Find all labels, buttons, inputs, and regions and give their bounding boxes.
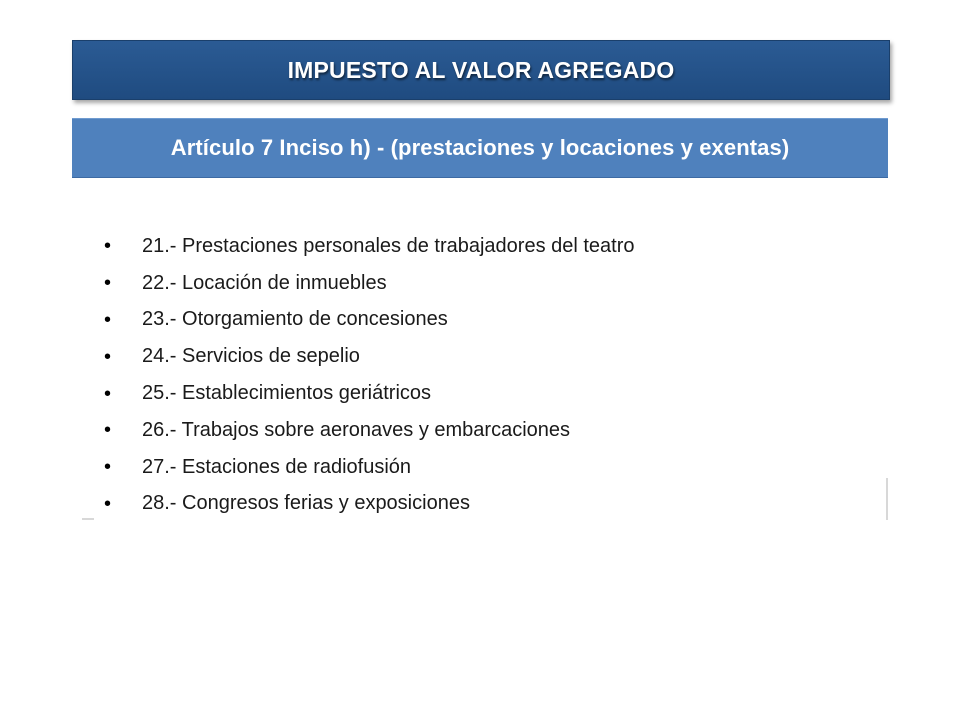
list-item bbox=[104, 302, 635, 339]
bullet-icon: • bbox=[104, 308, 112, 331]
list-item bbox=[104, 412, 635, 449]
list-item bbox=[104, 449, 635, 486]
list-item-text: 26.- Trabajos sobre aeronaves y embarcaciones bbox=[142, 418, 571, 441]
list-item-text: 21.- Prestaciones personales de trabajadores del teatro bbox=[142, 234, 635, 257]
item-list bbox=[104, 228, 635, 522]
list-item bbox=[104, 375, 635, 412]
bullet-icon: • bbox=[104, 235, 112, 258]
list-item bbox=[104, 486, 635, 523]
bullet-icon: • bbox=[104, 272, 112, 295]
list-item-text: 25.- Establecimientos geriátricos bbox=[142, 382, 432, 405]
bullet-icon: • bbox=[104, 456, 112, 479]
title-banner bbox=[72, 40, 890, 100]
subtitle-banner bbox=[72, 118, 888, 178]
list-item bbox=[104, 228, 635, 265]
slide-subtitle: Artículo 7 Inciso h) - (prestaciones y locaciones y exentas) bbox=[170, 135, 790, 160]
list-item-text: 27.- Estaciones de radiofusión bbox=[142, 455, 412, 478]
bullet-icon: • bbox=[104, 382, 112, 405]
content-border-right bbox=[886, 478, 888, 520]
bullet-icon: • bbox=[104, 419, 112, 442]
list-item-text: 22.- Locación de inmuebles bbox=[142, 271, 387, 294]
list-item-text: 23.- Otorgamiento de concesiones bbox=[142, 308, 448, 331]
list-item-text: 24.- Servicios de sepelio bbox=[142, 345, 360, 368]
list-item bbox=[104, 265, 635, 302]
content-border-left bbox=[82, 518, 94, 520]
list-item-text: 28.- Congresos ferias y exposiciones bbox=[142, 492, 470, 515]
bullet-icon: • bbox=[104, 492, 112, 515]
bullet-icon: • bbox=[104, 345, 112, 368]
list-item bbox=[104, 338, 635, 375]
slide-title: IMPUESTO AL VALOR AGREGADO bbox=[287, 56, 675, 83]
